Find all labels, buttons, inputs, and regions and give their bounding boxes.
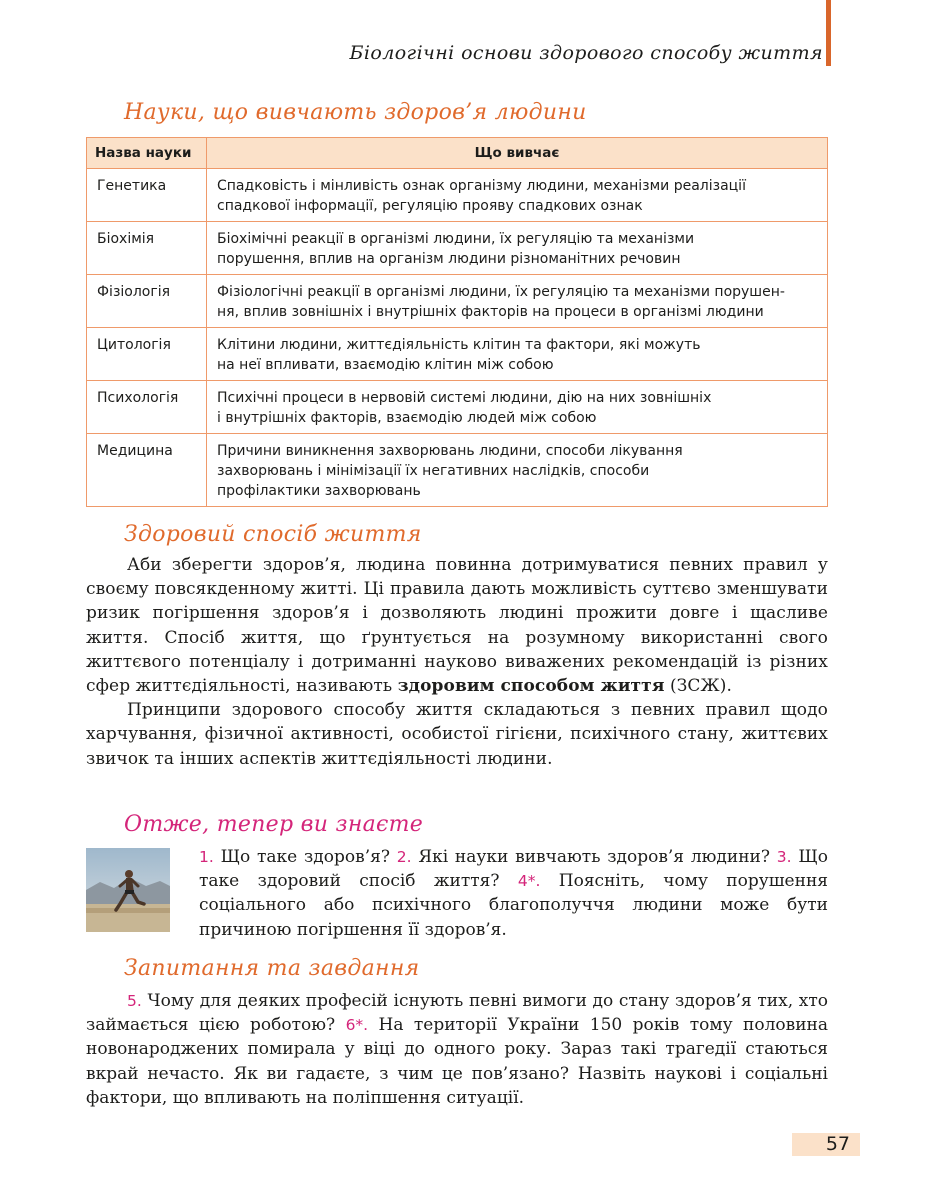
science-name: Цитологія <box>87 328 207 381</box>
question-text: Чому для деяких професій існують певні вимоги до стану здоров’я тих, хто займається цією роботою? <box>86 991 828 1036</box>
page-number-box <box>792 1133 860 1156</box>
question-text: Що таке здоров’я? <box>220 847 390 867</box>
running-title: Біологічні основи здорового способу життя <box>349 42 823 64</box>
description-line: Біохімічні реакції в організмі людини, їх регуляцію та механізми <box>217 231 695 247</box>
summary-heading: Отже, тепер ви знаєте <box>124 812 424 837</box>
science-description <box>207 434 828 507</box>
questions-heading: Запитання та завдання <box>124 956 420 981</box>
question-number: 2. <box>396 848 412 866</box>
column-header-studies: Що вивчає <box>207 138 828 169</box>
description-line: Спадковість і мінливість ознак організму людини, механізми реалізації <box>217 178 746 194</box>
paragraph: Принципи здорового способу життя складаються з певних правил щодо харчування, фізичної активності, особистої гігієни, психічного стану, життєвих звичок та інших аспектів життєдіяльності людини. <box>86 700 828 769</box>
description-line: Клітини людини, життєдіяльність клітин та фактори, які можуть <box>217 337 701 353</box>
description-line: Психічні процеси в нервовій системі людини, дію на них зовнішніх <box>217 390 712 406</box>
table-row <box>87 275 828 328</box>
sciences-heading: Науки, що вивчають здоров’я людини <box>124 100 587 125</box>
term-bold: здоровим способом життя <box>397 676 665 697</box>
healthy-lifestyle-heading: Здоровий спосіб життя <box>124 522 422 547</box>
description-line: на неї впливати, взаємодію клітин між собою <box>217 357 554 373</box>
question-text: Що таке здоровий спосіб життя? <box>199 847 829 892</box>
page-number: 57 <box>825 1133 850 1155</box>
science-description <box>207 169 828 222</box>
header-accent-bar <box>826 0 831 66</box>
question-text: Поясніть, чому порушення соціального або психічного благополуччя людини може бути причиною погіршення її здоров’я. <box>199 871 828 940</box>
science-description <box>207 328 828 381</box>
question-number: 4*. <box>517 872 541 891</box>
table-row <box>87 381 828 434</box>
science-description <box>207 381 828 434</box>
science-description <box>207 222 828 275</box>
description-line: ня, вплив зовнішніх і внутрішніх факторів на процеси в організмі людини <box>217 304 764 320</box>
description-line: і внутрішніх факторів, взаємодію людей між собою <box>217 410 597 426</box>
science-name: Психологія <box>87 381 207 434</box>
table-row <box>87 434 828 507</box>
question-number: 6*. <box>345 1016 369 1035</box>
question-number: 1. <box>199 848 214 866</box>
science-name: Фізіологія <box>87 275 207 328</box>
science-name: Медицина <box>87 434 207 507</box>
paragraph <box>86 553 828 698</box>
table-row <box>87 222 828 275</box>
description-line: спадкової інформації, регуляцію прояву спадкових ознак <box>217 198 643 214</box>
paragraph-tail: (ЗСЖ). <box>664 676 732 697</box>
question-number: 3. <box>776 848 792 866</box>
question-text: Які науки вивчають здоров’я людини? <box>418 847 770 867</box>
description-line: захворювань і мінімізації їх негативних наслідків, способи <box>217 463 650 479</box>
science-name: Генетика <box>87 169 207 222</box>
description-line: порушення, вплив на організм людини різноманітних речовин <box>217 251 681 267</box>
question-text: На території України 150 років тому половина новонароджених помирала у віці до одного року. Зараз такі трагедії стаються вкрай нечасто. Як ви гадаєте, з чим це пов’язано? Назвіть наукові і соціальні фактори, що впливають на поліпшення ситуації. <box>86 1015 829 1108</box>
description-line: Фізіологічні реакції в організмі людини, їх регуляцію та механізми порушен- <box>217 284 785 300</box>
science-name: Біохімія <box>87 222 207 275</box>
column-header-name: Назва науки <box>87 138 207 169</box>
sciences-table <box>86 137 828 507</box>
description-line: профілактики захворювань <box>217 483 421 499</box>
runner-photo <box>86 848 170 932</box>
science-description <box>207 275 828 328</box>
questions-body <box>86 989 828 1110</box>
table-header-row <box>87 138 828 169</box>
paragraph-text: Аби зберегти здоров’я, людина повинна дотримуватися певних правил у своєму повсякденному житті. Ці правила дають можливість суттєво зменшувати ризик погіршення здоров’я і дозволяють людині прожити довге і щасливе життя. Спосіб життя, що ґрунтується на розумному використанні свого життєвого потенціалу і дотриманні науково виважених рекомендацій із різних сфер життєдіяльності, називають <box>86 555 828 697</box>
summary-questions <box>199 845 828 942</box>
healthy-lifestyle-body <box>86 553 828 771</box>
table-row <box>87 328 828 381</box>
description-line: Причини виникнення захворювань людини, способи лікування <box>217 443 683 459</box>
table-row <box>87 169 828 222</box>
question-number: 5. <box>127 992 142 1010</box>
paragraph <box>86 989 828 1110</box>
